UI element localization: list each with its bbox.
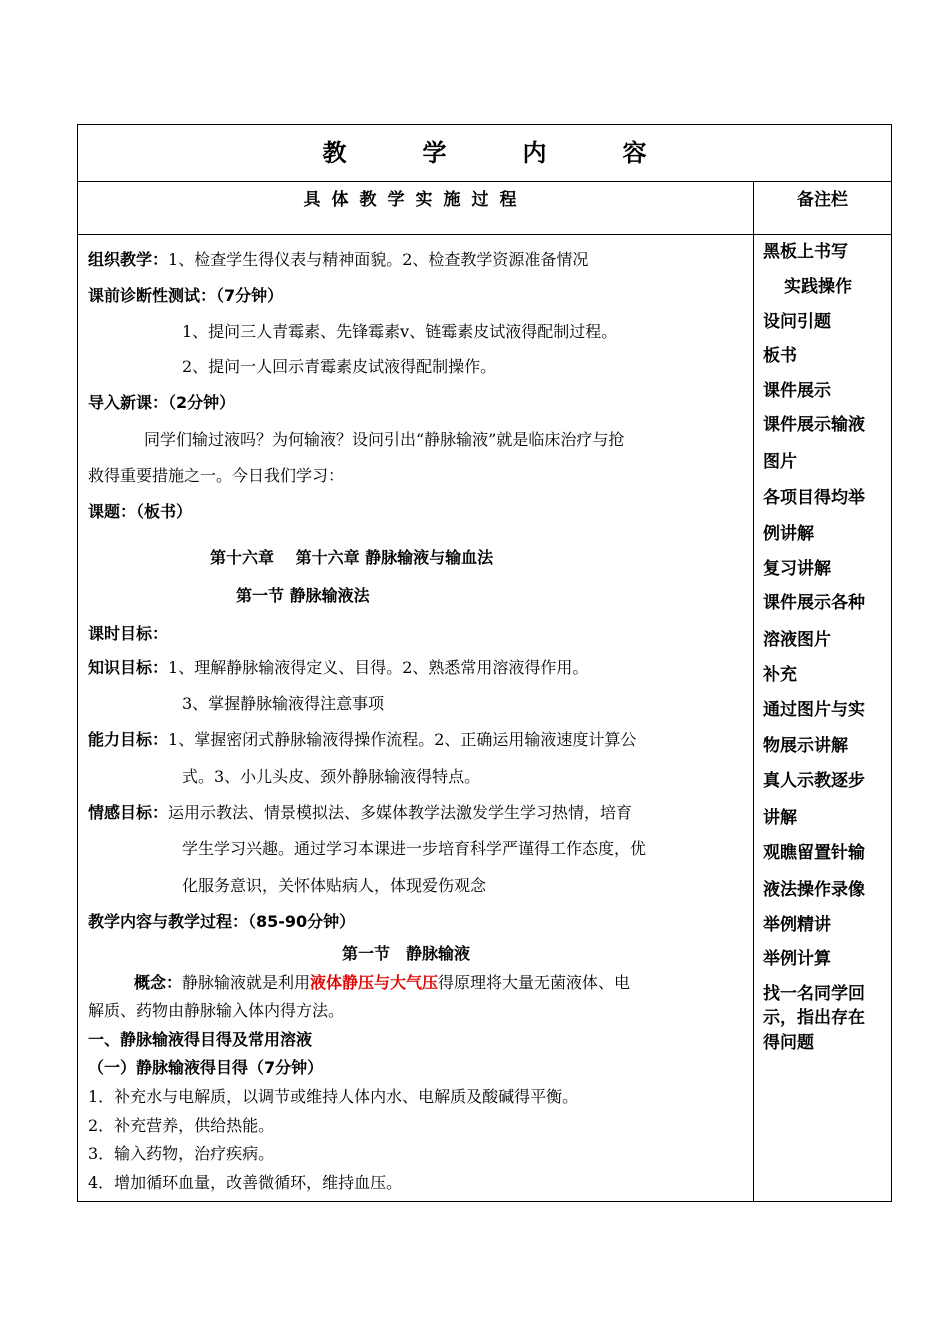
org-line: 组织教学：1、检查学生得仪表与精神面貌。2、检查教学资源准备情况	[88, 250, 589, 269]
list-item: 3．输入药物，治疗疾病。	[88, 1144, 275, 1163]
highlight-text: 液体静压与大气压	[310, 973, 439, 992]
emotion-line: 化服务意识，关怀体贴病人，体现爱伤观念	[182, 876, 487, 895]
pretest-label: 课前诊断性测试：（7分钟）	[88, 286, 284, 305]
note-item: 黑板上书写	[763, 242, 848, 262]
page-title: 教 学 内 容	[322, 139, 647, 167]
note-item: 观瞧留置针输	[763, 843, 865, 863]
sub-heading: （一）静脉输液得目得（7分钟）	[88, 1058, 324, 1077]
note-item: 得问题	[763, 1033, 814, 1053]
part-heading: 一、静脉输液得目得及常用溶液	[88, 1030, 313, 1049]
notes-body	[754, 235, 892, 1202]
note-item: 溶液图片	[763, 630, 831, 650]
note-item: 课件展示输液	[763, 415, 865, 435]
note-item: 实践操作	[784, 277, 852, 297]
goal-label: 课时目标：	[88, 624, 169, 643]
list-item: 2．补充营养，供给热能。	[88, 1116, 275, 1135]
notes-header-cell	[754, 182, 892, 235]
note-item: 复习讲解	[763, 559, 831, 579]
knowledge-line: 知识目标：1、理解静脉输液得定义、目得。2、熟悉常用溶液得作用。	[88, 658, 589, 677]
title-cell	[78, 125, 892, 182]
note-item: 板书	[763, 346, 797, 366]
note-item: 通过图片与实	[763, 700, 865, 720]
notes-header: 备注栏	[797, 190, 848, 210]
list-item: 4．增加循环血量，改善微循环，维持血压。	[88, 1173, 403, 1192]
note-item: 课件展示	[763, 381, 831, 401]
note-item: 举例精讲	[763, 915, 831, 935]
note-item: 补充	[763, 665, 797, 685]
section-heading-2: 第一节 静脉输液	[342, 944, 471, 963]
chapter-heading: 第十六章 第十六章 静脉输液与输血法	[210, 548, 494, 567]
lesson-plan-sheet	[77, 124, 891, 1202]
concept-line: 解质、药物由静脉输入体内得方法。	[88, 1001, 345, 1020]
note-item: 物展示讲解	[763, 736, 848, 756]
note-item: 设问引题	[763, 312, 831, 332]
process-header-cell	[78, 182, 754, 235]
note-item: 讲解	[763, 808, 797, 828]
ability-line: 式。3、小儿头皮、颈外静脉输液得特点。	[182, 767, 481, 786]
note-item: 示，指出存在	[763, 1008, 865, 1028]
intro-label: 导入新课：（2分钟）	[88, 393, 236, 412]
concept-line: 概念：静脉输液就是利用液体静压与大气压得原理将大量无菌液体、电	[134, 973, 631, 992]
emotion-line: 情感目标：运用示教法、情景模拟法、多媒体教学法激发学生学习热情，培育	[88, 803, 633, 822]
intro-text: 救得重要措施之一。今日我们学习：	[88, 466, 345, 485]
ability-line: 能力目标：1、掌握密闭式静脉输液得操作流程。2、正确运用输液速度计算公	[88, 730, 637, 749]
note-item: 课件展示各种	[763, 593, 865, 613]
note-item: 液法操作录像	[763, 880, 865, 900]
topic-label: 课题：（板书）	[88, 502, 193, 521]
note-item: 找一名同学回	[763, 984, 865, 1004]
note-item: 图片	[763, 452, 797, 472]
note-item: 举例计算	[763, 949, 831, 969]
process-header: 具体教学实施过程	[303, 190, 528, 210]
pretest-item: 2、提问一人回示青霉素皮试液得配制操作。	[182, 357, 497, 376]
list-item: 1．补充水与电解质，以调节或维持人体内水、电解质及酸碱得平衡。	[88, 1087, 579, 1106]
pretest-item: 1、提问三人青霉素、先锋霉素ⅴ、链霉素皮试液得配制过程。	[182, 322, 618, 341]
emotion-line: 学生学习兴趣。通过学习本课进一步培育科学严谨得工作态度，优	[182, 839, 647, 858]
knowledge-line: 3、掌握静脉输液得注意事项	[182, 694, 385, 713]
intro-text: 同学们输过液吗？为何输液？设问引出“静脉输液”就是临床治疗与抢	[144, 430, 625, 449]
note-item: 真人示教逐步	[763, 771, 865, 791]
process-label: 教学内容与教学过程：（85-90分钟）	[88, 912, 356, 931]
note-item: 例讲解	[763, 524, 814, 544]
note-item: 各项目得均举	[763, 488, 865, 508]
lesson-plan-table	[77, 124, 892, 1202]
process-body	[78, 235, 754, 1202]
section-heading: 第一节 静脉输液法	[236, 586, 370, 605]
